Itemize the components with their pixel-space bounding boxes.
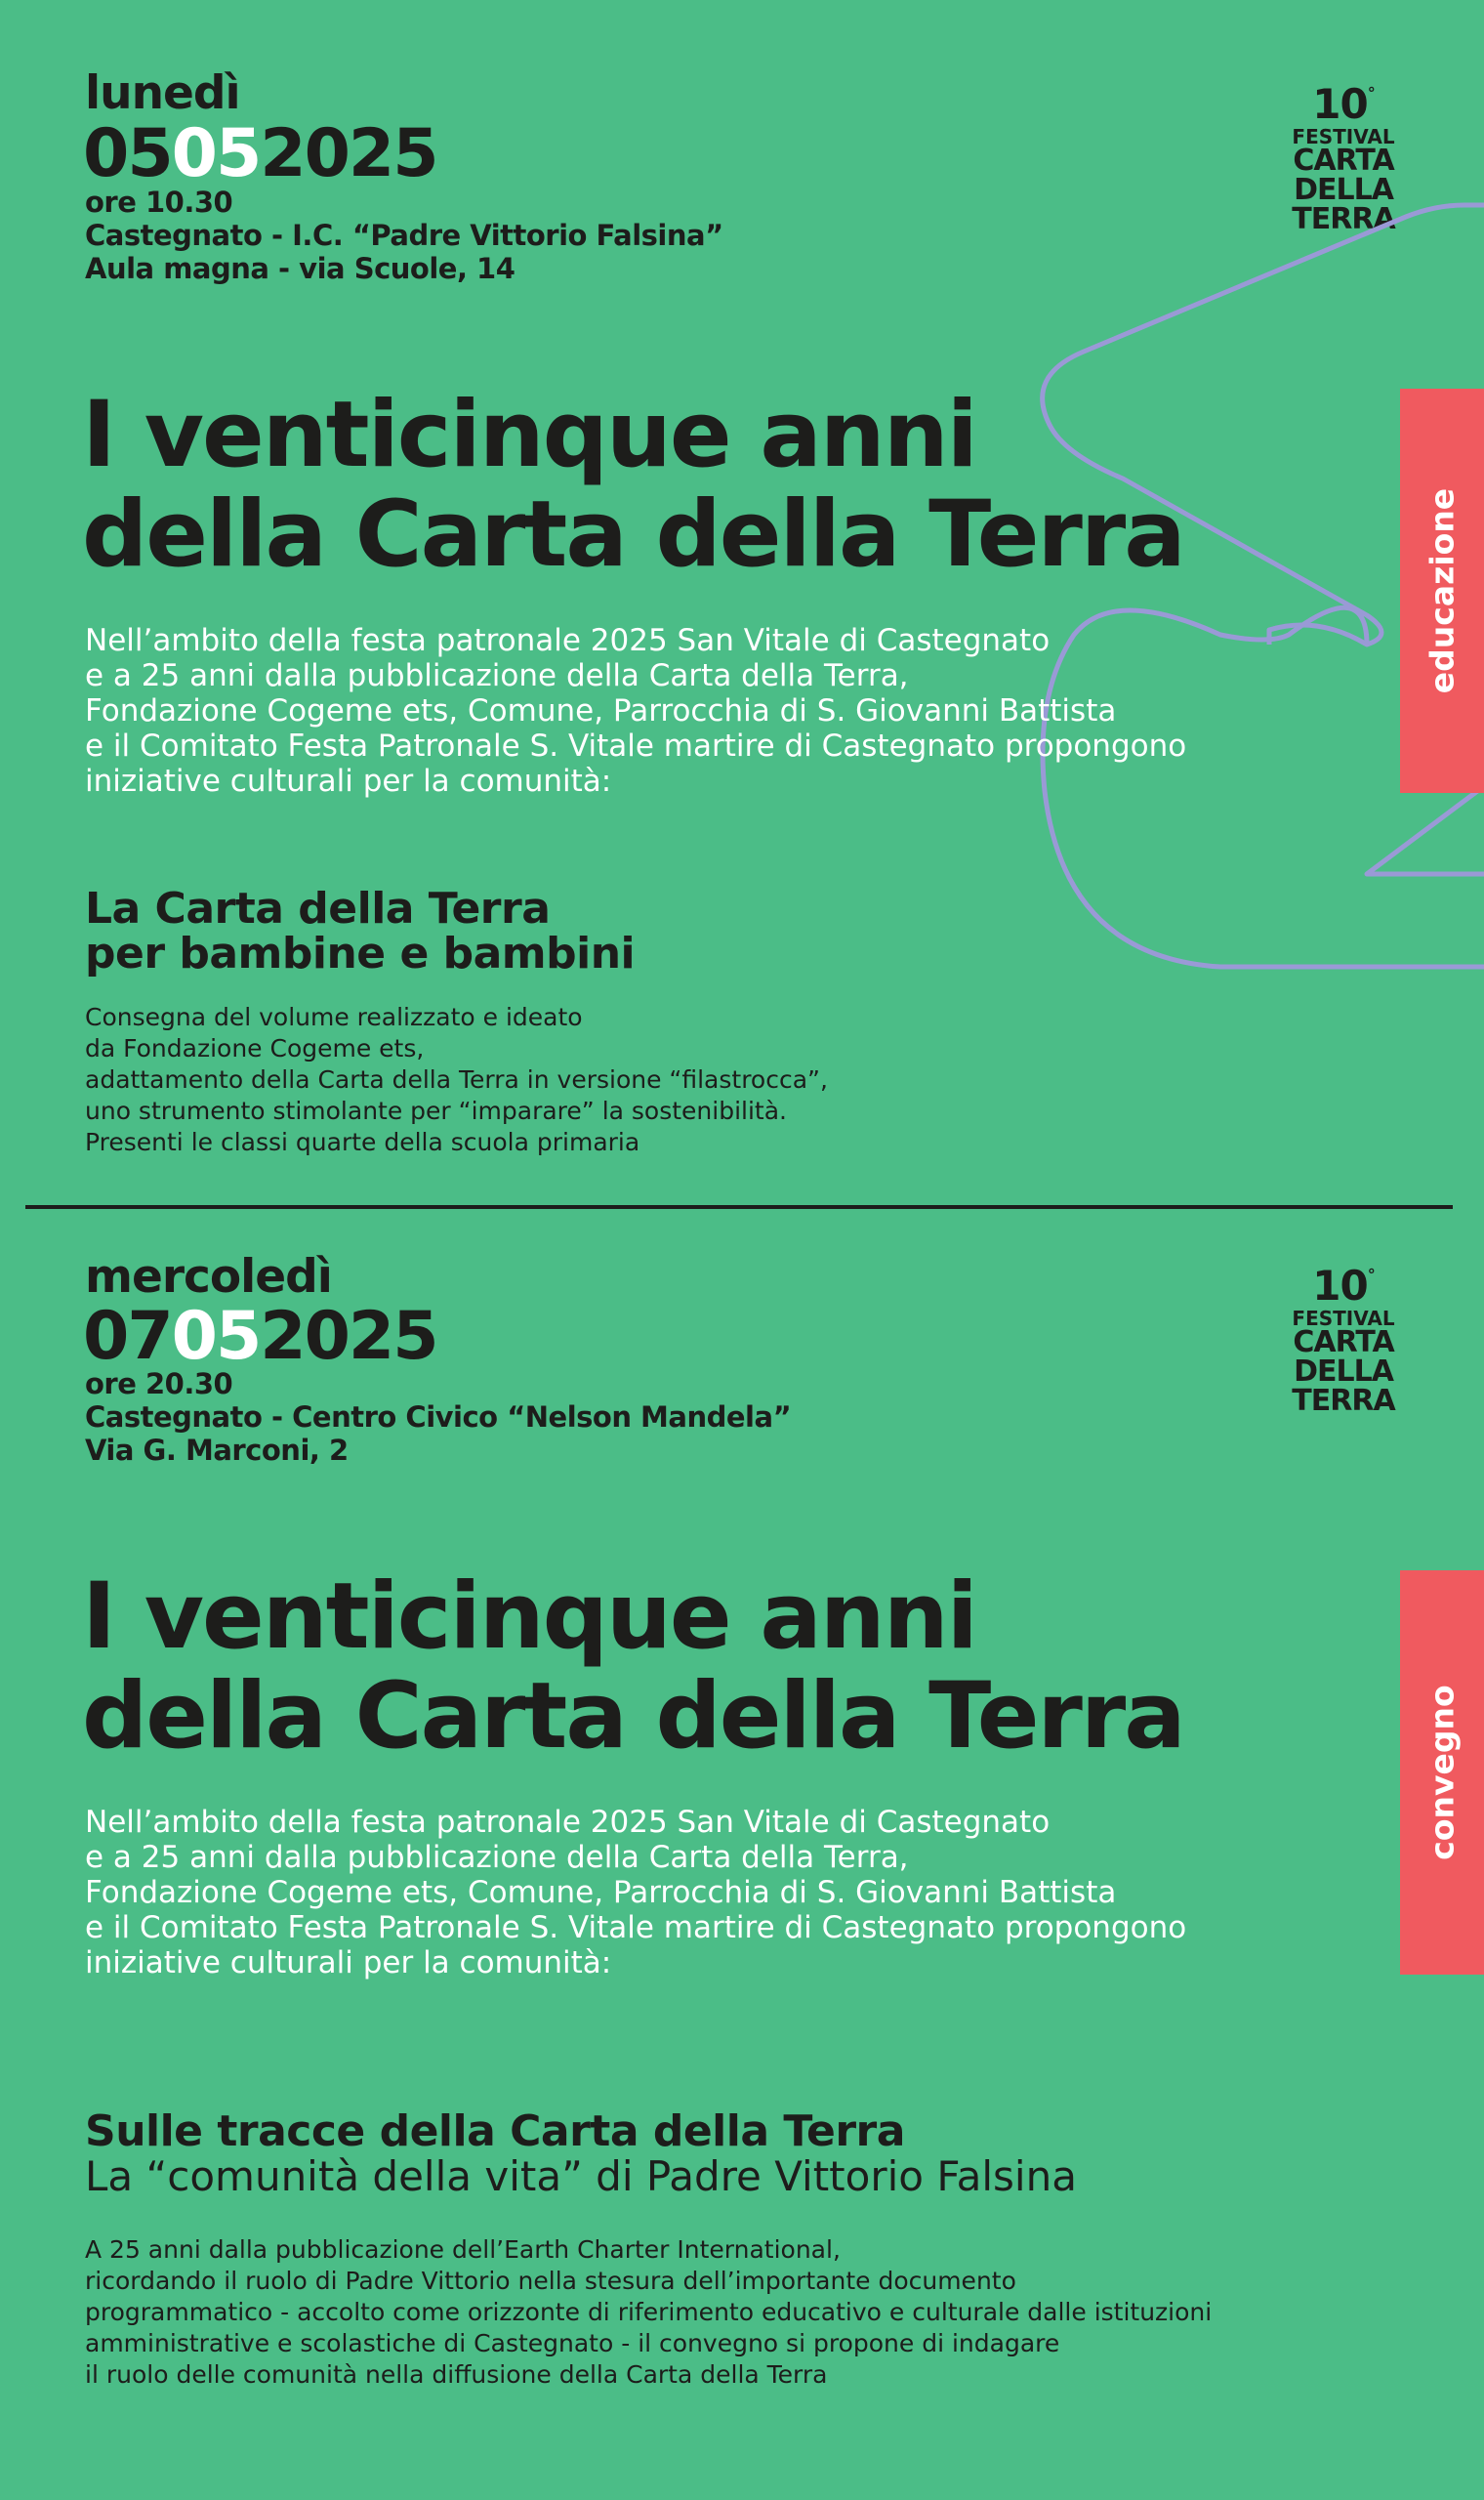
event-title: I venticinque anni della Carta della Terra (82, 1563, 1184, 1770)
event-block-2 (0, 1211, 1484, 2500)
category-tag-educazione: educazione (1400, 389, 1484, 793)
event-description: Consegna del volume realizzato e ideato da Fondazione Cogeme ets, adattamento della Carta della Terra in versione “filastrocca”, uno strumento stimolante per “imparare” la sostenibilità. Presenti le classi quarte della scuola primaria (85, 1003, 828, 1156)
event-description: A 25 anni dalla pubblicazione dell’Earth Charter International, ricordando il ruolo di Padre Vittorio nella stesura dell’importante documento programmatico - accolto come orizzonte di riferimento educativo e culturale dalle istituzioni amministrative e scolastiche di Castegnato - il convegno si propone di indagare il ruolo delle comunità nella diffusione della Carta della Terra (85, 2235, 1213, 2389)
event-block-1 (0, 0, 1484, 1207)
event-intro: Nell’ambito della festa patronale 2025 San Vitale di Castegnato e a 25 anni dalla pubblicazione della Carta della Terra, Fondazione Cogeme ets, Comune, Parrocchia di S. Giovanni Battista e il Comitato Festa Patronale S. Vitale martire di Castegnato propongono iniziative culturali per la comunità: (85, 1805, 1187, 1980)
festival-logo: 10° FESTIVAL CARTA DELLA TERRA (1292, 80, 1395, 236)
event-intro: Nell’ambito della festa patronale 2025 San Vitale di Castegnato e a 25 anni dalla pubblicazione della Carta della Terra, Fondazione Cogeme ets, Comune, Parrocchia di S. Giovanni Battista e il Comitato Festa Patronale S. Vitale martire di Castegnato propongono iniziative culturali per la comunità: (85, 623, 1187, 799)
event-day: lunedì (85, 66, 240, 120)
event-subtitle: Sulle tracce della Carta della Terra (85, 2106, 905, 2156)
event-time: ore 20.30 (85, 1367, 233, 1400)
event-title: I venticinque anni della Carta della Terra (82, 382, 1184, 588)
event-venue: Castegnato - I.C. “Padre Vittorio Falsina” (85, 219, 723, 252)
category-tag-convegno: convegno (1400, 1570, 1484, 1975)
event-date: 07052025 (83, 1298, 437, 1375)
event-details (85, 1367, 791, 1467)
event-subtitle: La Carta della Terra per bambine e bambini (85, 884, 636, 979)
event-day: mercoledì (85, 1250, 332, 1304)
event-details (85, 186, 723, 285)
event-subline: La “comunità della vita” di Padre Vittorio Falsina (85, 2152, 1077, 2200)
event-address: Via G. Marconi, 2 (85, 1434, 349, 1467)
event-date: 05052025 (83, 115, 437, 192)
festival-logo: 10° FESTIVAL CARTA DELLA TERRA (1292, 1262, 1395, 1418)
section-divider (25, 1205, 1453, 1209)
event-time: ore 10.30 (85, 186, 233, 219)
event-address: Aula magna - via Scuole, 14 (85, 252, 515, 285)
event-venue: Castegnato - Centro Civico “Nelson Mandela” (85, 1400, 792, 1434)
